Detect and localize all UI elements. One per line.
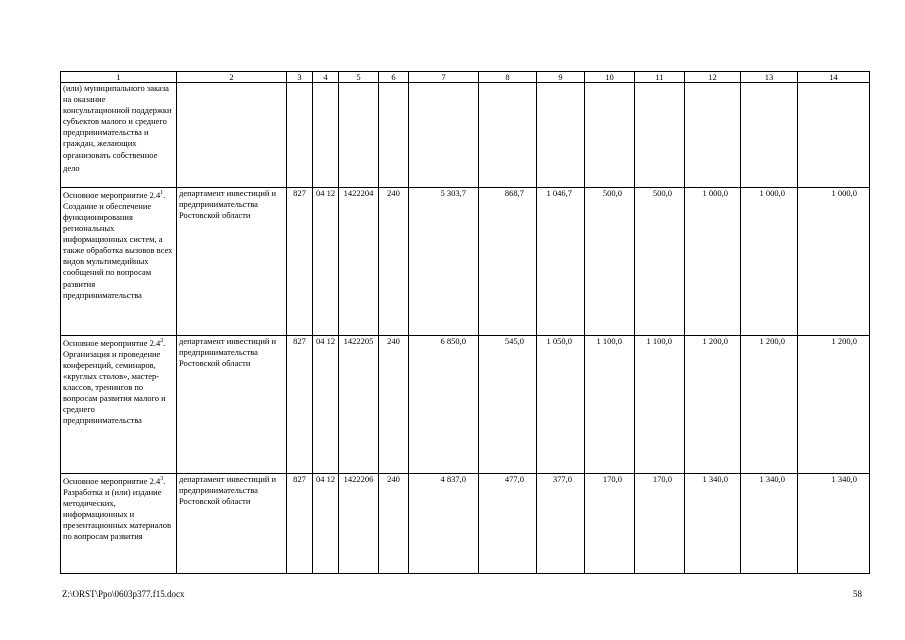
- value-cell-col-6: [379, 83, 409, 188]
- event-name: (или) муниципального заказа на оказание консультационной поддержки субъектов малого и среднего предпринимательства и граждан, желающих организовать собственное дело: [63, 83, 172, 173]
- event-name-cell: [61, 188, 177, 336]
- value-cell-col-10: 1 100,0: [585, 336, 635, 474]
- value-cell-col-14: [798, 83, 870, 188]
- event-index-superscript: 1: [160, 190, 164, 196]
- value-cell-col-8: 545,0: [479, 336, 537, 474]
- value-cell-col-4: [313, 83, 339, 188]
- column-number-7: 7: [409, 72, 479, 83]
- event-index-superscript: 2: [160, 338, 164, 344]
- value-cell-col-14: 1 340,0: [798, 474, 870, 574]
- value-cell-col-3: 827: [287, 188, 313, 336]
- value-cell-col-3: 827: [287, 336, 313, 474]
- column-number-6: 6: [379, 72, 409, 83]
- column-number-12: 12: [685, 72, 741, 83]
- column-number-10: 10: [585, 72, 635, 83]
- value-cell-col-7: [409, 83, 479, 188]
- value-cell-col-5: 1422204: [339, 188, 379, 336]
- value-cell-col-4: 04 12: [313, 474, 339, 574]
- column-number-2: 2: [177, 72, 287, 83]
- value-cell-col-5: 1422205: [339, 336, 379, 474]
- column-number-13: 13: [741, 72, 798, 83]
- value-cell-col-9: 377,0: [537, 474, 585, 574]
- value-cell-col-13: [741, 83, 798, 188]
- column-number-3: 3: [287, 72, 313, 83]
- table-body: [61, 72, 870, 574]
- executor-cell: департамент инвестиций и предпринимательства Ростовской области: [177, 474, 287, 574]
- event-name-cell: [61, 474, 177, 574]
- value-cell-col-11: [635, 83, 685, 188]
- value-cell-col-13: 1 200,0: [741, 336, 798, 474]
- value-cell-col-6: 240: [379, 188, 409, 336]
- value-cell-col-14: 1 200,0: [798, 336, 870, 474]
- value-cell-col-7: 6 850,0: [409, 336, 479, 474]
- value-cell-col-12: [685, 83, 741, 188]
- event-name-tail: . Разработка и (или) издание методических, информационных и презентационных материалов по вопросам развития: [63, 475, 171, 542]
- table-row: [61, 83, 870, 188]
- executor-cell: [177, 83, 287, 188]
- event-name-cell: [61, 336, 177, 474]
- value-cell-col-12: 1 340,0: [685, 474, 741, 574]
- column-number-row: [61, 72, 870, 83]
- table-row: [61, 188, 870, 336]
- event-name: Основное мероприятие 2.4: [63, 475, 161, 486]
- value-cell-col-5: [339, 83, 379, 188]
- event-name-tail: . Организация и проведение конференций, семинаров, «круглых столов», мастер-классов, тренингов по вопросам развития малого и среднего предпринимательства: [63, 337, 166, 426]
- value-cell-col-10: 170,0: [585, 474, 635, 574]
- value-cell-col-10: [585, 83, 635, 188]
- event-name-cell: [61, 83, 177, 188]
- table-row: [61, 474, 870, 574]
- value-cell-col-13: 1 340,0: [741, 474, 798, 574]
- value-cell-col-5: 1422206: [339, 474, 379, 574]
- value-cell-col-13: 1 000,0: [741, 188, 798, 336]
- column-number-11: 11: [635, 72, 685, 83]
- page-number: 58: [853, 589, 862, 599]
- event-index-superscript: 3: [160, 476, 164, 482]
- value-cell-col-7: 4 837,0: [409, 474, 479, 574]
- executor-cell: департамент инвестиций и предпринимательства Ростовской области: [177, 336, 287, 474]
- value-cell-col-12: 1 000,0: [685, 188, 741, 336]
- column-number-1: 1: [61, 72, 177, 83]
- budget-table: [60, 71, 870, 574]
- value-cell-col-9: 1 050,0: [537, 336, 585, 474]
- column-number-14: 14: [798, 72, 870, 83]
- executor-cell: департамент инвестиций и предпринимательства Ростовской области: [177, 188, 287, 336]
- column-number-4: 4: [313, 72, 339, 83]
- column-number-8: 8: [479, 72, 537, 83]
- value-cell-col-3: [287, 83, 313, 188]
- file-path: Z:\ORST\Ppo\0603p377.f15.docx: [62, 589, 185, 599]
- value-cell-col-3: 827: [287, 474, 313, 574]
- event-name: Основное мероприятие 2.4: [63, 189, 161, 200]
- value-cell-col-6: 240: [379, 474, 409, 574]
- value-cell-col-14: 1 000,0: [798, 188, 870, 336]
- value-cell-col-11: 500,0: [635, 188, 685, 336]
- value-cell-col-4: 04 12: [313, 336, 339, 474]
- value-cell-col-12: 1 200,0: [685, 336, 741, 474]
- value-cell-col-8: 868,7: [479, 188, 537, 336]
- table-row: [61, 336, 870, 474]
- value-cell-col-4: 04 12: [313, 188, 339, 336]
- column-number-9: 9: [537, 72, 585, 83]
- value-cell-col-6: 240: [379, 336, 409, 474]
- event-name-tail: . Создание и обеспечение функционирования региональных информационных систем, а также обработка вызовов всех видов мультимедийных сообщений по вопросам развития предпринимательства: [63, 189, 173, 300]
- value-cell-col-9: [537, 83, 585, 188]
- value-cell-col-8: [479, 83, 537, 188]
- value-cell-col-10: 500,0: [585, 188, 635, 336]
- value-cell-col-9: 1 046,7: [537, 188, 585, 336]
- event-name: Основное мероприятие 2.4: [63, 337, 161, 348]
- value-cell-col-11: 1 100,0: [635, 336, 685, 474]
- value-cell-col-8: 477,0: [479, 474, 537, 574]
- value-cell-col-7: 5 303,7: [409, 188, 479, 336]
- value-cell-col-11: 170,0: [635, 474, 685, 574]
- column-number-5: 5: [339, 72, 379, 83]
